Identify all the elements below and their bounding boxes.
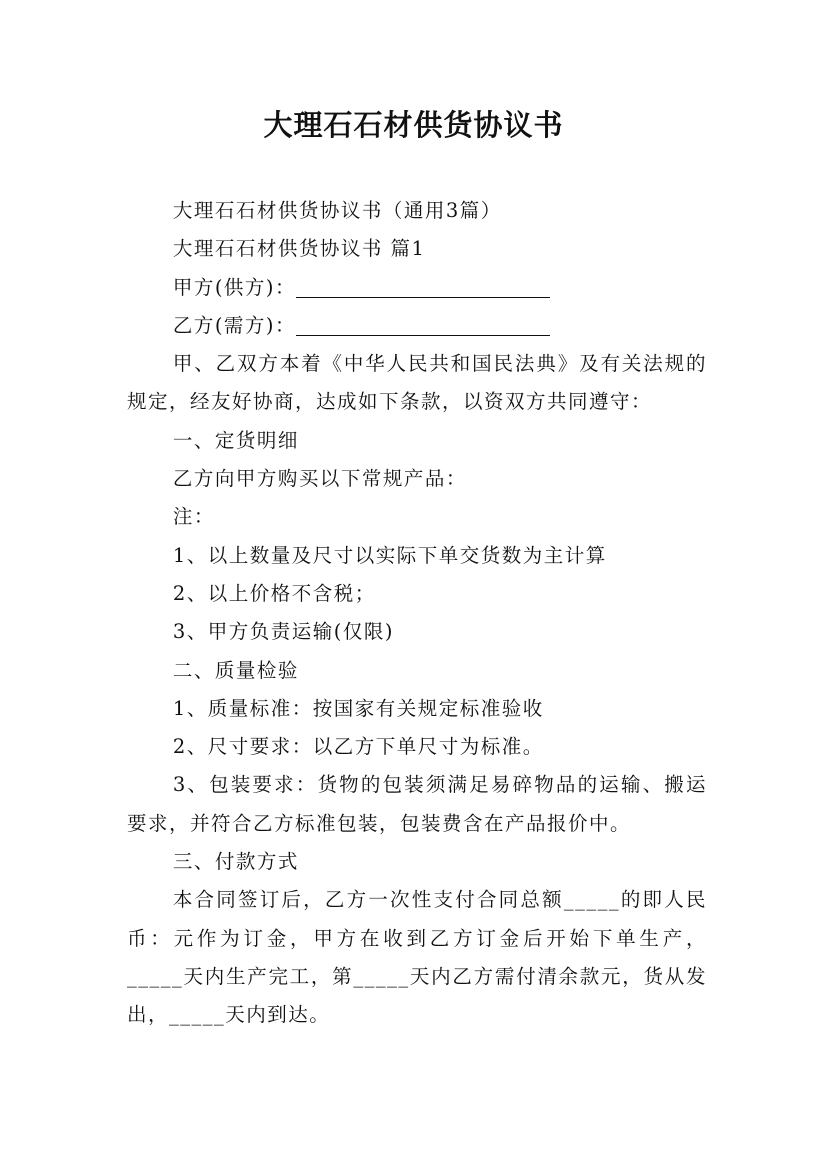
party-b-label: 乙方(需方)： bbox=[172, 313, 297, 337]
document-body bbox=[127, 192, 707, 1035]
party-a-line bbox=[127, 269, 707, 307]
section-heading-3: 三、付款方式 bbox=[172, 850, 299, 874]
paragraph-subtitle: 大理石石材供货协议书（通用3篇） bbox=[172, 199, 502, 222]
paragraph-preamble: 甲、乙双方本着《中华人民共和国民法典》及有关法规的规定，经友好协商，达成如下条款，以资双方共同遵守： bbox=[127, 352, 707, 414]
party-b-blank bbox=[296, 313, 550, 336]
paragraph-payment: 本合同签订后，乙方一次性支付合同总额_____的即人民币：元作为订金，甲方在收到乙方订金后开始下单生产，_____天内生产完工，第_____天内乙方需付清余款元，货从发出，_____天内到达。 bbox=[127, 888, 707, 1027]
note-item-3: 3、甲方负责运输(仅限) bbox=[172, 620, 394, 644]
party-b-line bbox=[127, 307, 707, 345]
paragraph-part-heading: 大理石石材供货协议书 篇1 bbox=[172, 237, 426, 261]
paragraph-note: 注： bbox=[172, 505, 215, 529]
section-heading-2: 二、质量检验 bbox=[172, 658, 299, 682]
note-item-1: 1、以上数量及尺寸以实际下单交货数为主计算 bbox=[172, 543, 607, 567]
paragraph-products: 乙方向甲方购买以下常规产品： bbox=[172, 467, 467, 491]
document-title: 大理石石材供货协议书 bbox=[263, 108, 564, 142]
section-heading-1: 一、定货明细 bbox=[172, 428, 299, 452]
party-a-label: 甲方(供方)： bbox=[172, 275, 297, 299]
party-a-blank bbox=[296, 275, 550, 298]
quality-item-2: 2、尺寸要求：以乙方下单尺寸为标准。 bbox=[172, 735, 544, 759]
note-item-2: 2、以上价格不含税； bbox=[172, 581, 376, 605]
quality-item-3: 3、包装要求：货物的包装须满足易碎物品的运输、搬运要求，并符合乙方标准包装，包装费含在产品报价中。 bbox=[127, 773, 707, 835]
quality-item-1: 1、质量标准：按国家有关规定标准验收 bbox=[172, 696, 544, 720]
